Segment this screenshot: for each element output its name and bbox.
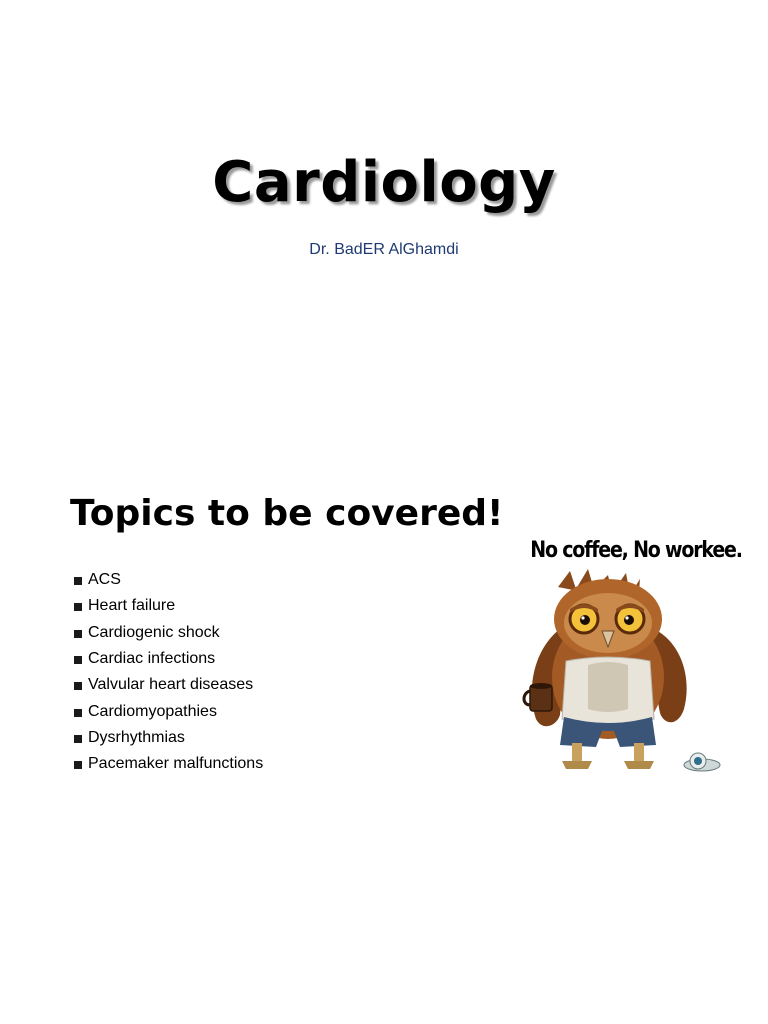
author-subtitle: Dr. BadER AlGhamdi bbox=[309, 241, 459, 258]
list-item bbox=[74, 620, 263, 646]
topic-label: Heart failure bbox=[88, 597, 176, 615]
square-bullet-icon bbox=[74, 735, 82, 743]
list-item bbox=[74, 672, 263, 698]
list-item bbox=[74, 698, 263, 724]
list-item bbox=[74, 725, 263, 751]
square-bullet-icon bbox=[74, 682, 82, 690]
square-bullet-icon bbox=[74, 603, 82, 611]
square-bullet-icon bbox=[74, 761, 82, 769]
list-item bbox=[74, 751, 263, 777]
meme-caption: No coffee, No workee. bbox=[530, 537, 742, 563]
tired-owl-icon bbox=[522, 569, 750, 773]
coffee-meme-image bbox=[522, 533, 750, 773]
list-item bbox=[74, 593, 263, 619]
topic-label: Valvular heart diseases bbox=[88, 676, 254, 694]
topic-label: Dysrhythmias bbox=[88, 728, 185, 746]
topics-heading: Topics to be covered! bbox=[70, 493, 504, 534]
square-bullet-icon bbox=[74, 630, 82, 638]
topic-label: Cardiac infections bbox=[88, 650, 216, 668]
square-bullet-icon bbox=[74, 577, 82, 585]
topic-label: ACS bbox=[88, 571, 121, 589]
topics-list bbox=[74, 567, 263, 777]
presentation-title: Cardiology bbox=[212, 150, 556, 215]
topic-label: Cardiomyopathies bbox=[88, 702, 217, 720]
square-bullet-icon bbox=[74, 709, 82, 717]
list-item bbox=[74, 646, 263, 672]
list-item bbox=[74, 567, 263, 593]
topic-label: Pacemaker malfunctions bbox=[88, 755, 264, 773]
topic-label: Cardiogenic shock bbox=[88, 623, 220, 641]
square-bullet-icon bbox=[74, 656, 82, 664]
